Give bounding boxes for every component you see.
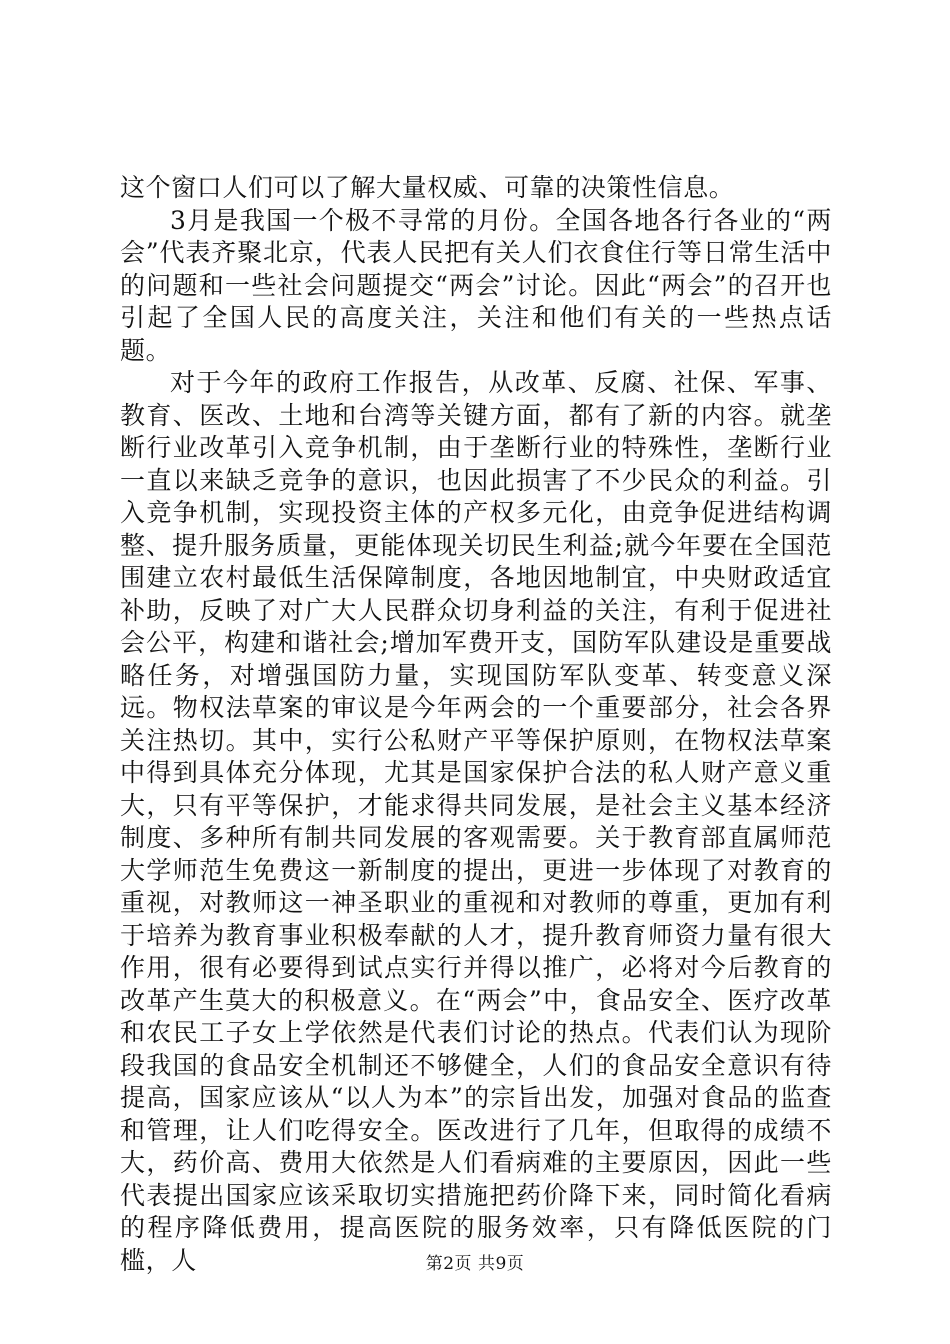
page-footer: 第2页 共9页 bbox=[425, 1254, 525, 1274]
paragraph-continuation: 这个窗口人们可以了解大量权威、可靠的决策性信息。 bbox=[120, 173, 735, 202]
paragraph-government-report: 对于今年的政府工作报告，从改革、反腐、社保、军事、教育、医改、土地和台湾等关键方面，都有了新的内容。就垄断行业改革引入竞争机制，由于垄断行业的特殊性，垄断行业一直以来缺乏竞争的意识，也因此损害了不少民众的利益。引入竞争机制，实现投资主体的产权多元化，由竞争促进结构调整、提升服务质量，更能体现关切民生利益;就今年要在全国范围建立农村最低生活保障制度，各地因地制宜，中央财政适宜补助，反映了对广大人民群众切身利益的关注，有利于促进社会公平，构建和谐社会;增加军费开支，国防军队建设是重要战略任务，对增强国防力量，实现国防军队变革、转变意义深远。物权法草案的审议是今年两会的一个重要部分，社会各界关注热切。其中，实行公私财产平等保护原则，在物权法草案中得到具体充分体现，尤其是国家保护合法的私人财产意义重大，只有平等保护，才能求得共同发展，是社会主义基本经济制度、多种所有制共同发展的客观需要。关于教育部直属师范大学师范生免费这一新制度的提出，更进一步体现了对教育的重视，对教师这一神圣职业的重视和对教师的尊重，更加有利于培养为教育事业积极奉献的人才，提升教育师资力量有很大作用，很有必要得到试点实行并得以推广，必将对今后教育的改革产生莫大的积极意义。在“两会”中，食品安全、医疗改革和农民工子女上学依然是代表们讨论的热点。代表们认为现阶段我国的食品安全机制还不够健全，人们的食品安全意识有待提高，国家应该从“以人为本”的宗旨出发，加强对食品的监查和管理，让人们吃得安全。医改进行了几年，但取得的成绩不大，药价高、费用大依然是人们看病难的主要原因，因此一些代表提出国家应该采取切实措施把药价降下来，同时简化看病的程序降低费用，提高医院的服务效率，只有降低医院的门槛，人 bbox=[120, 368, 832, 1275]
paragraph-two-sessions-intro: 3月是我国一个极不寻常的月份。全国各地各行各业的“两会”代表齐聚北京，代表人民把有关人们衣食住行等日常生活中的问题和一些社会问题提交“两会”讨论。因此“两会”的召开也引起了全国人民的高度关注，关注和他们有关的一些热点话题。 bbox=[120, 205, 832, 365]
document-body bbox=[120, 172, 832, 1277]
